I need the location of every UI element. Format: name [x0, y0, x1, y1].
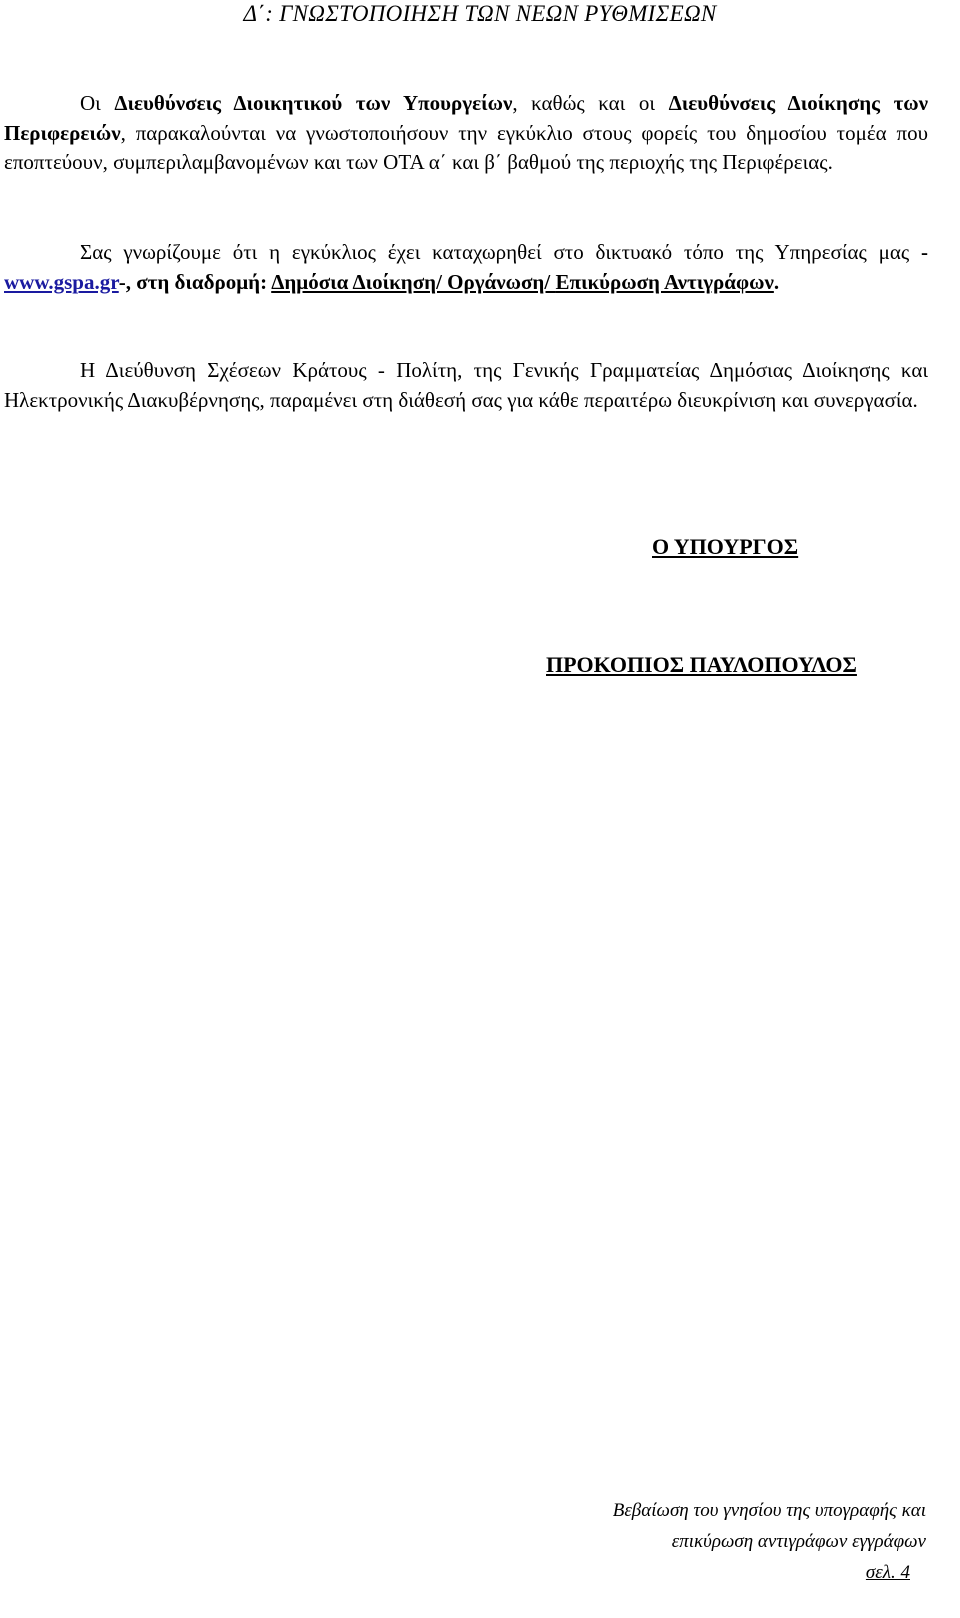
signature-name: ΠΡΟΚΟΠΙΟΣ ΠΑΥΛΟΠΟΥΛΟΣ	[546, 652, 857, 677]
p2-path-part-1: Δημόσια Διοίκηση/ Οργάνωση/	[271, 269, 556, 294]
footer-line-1: Βεβαίωση του γνησίου της υπογραφής και	[612, 1500, 926, 1521]
p2-dash: -	[921, 240, 928, 264]
p2-path-part-2: Επικύρωση Αντιγράφων	[555, 269, 774, 294]
p2-end: .	[773, 269, 780, 294]
p3-text: Η Διεύθυνση Σχέσεων Κράτους - Πολίτη, της Γενικής Γραμματείας Δημόσιας Διοίκησης και Ηλεκτρονικής Διακυβέρνησης, παραμένει στη διάθεσή σας για κάθε περαιτέρω διευκρίνιση και συνεργασία.	[4, 358, 928, 412]
paragraph-contact	[4, 356, 928, 415]
p1-text-2: , καθώς και οι	[512, 91, 669, 115]
paragraph-notification	[4, 89, 928, 178]
p1-text-3: , παρακαλούνται να γνωστοποιήσουν την εγκύκλιο στους φορείς του δημοσίου τομέα που εποπτεύουν, συμπεριλαμβανομένων και των ΟΤΑ α΄ και β΄ βαθμού της περιοχής της Περιφέρειας.	[4, 120, 928, 174]
signature-title: Ο ΥΠΟΥΡΓΟΣ	[652, 534, 799, 559]
page-footer	[613, 1495, 926, 1588]
footer-line-2: επικύρωση αντιγράφων εγγράφων	[671, 1531, 926, 1552]
p2-path-intro: -, στη διαδρομή:	[118, 269, 272, 294]
p1-bold-regions: Διευθύνσεις Διοίκησης των Περιφερειών	[4, 91, 928, 145]
p1-bold-ministries: Διευθύνσεις Διοικητικού των Υπουργείων	[114, 91, 513, 115]
paragraph-website	[4, 238, 928, 297]
page-number: σελ. 4	[865, 1562, 910, 1583]
website-link[interactable]: www.gspa.gr	[4, 269, 119, 294]
p2-text-1: Σας γνωρίζουμε ότι η εγκύκλιος έχει καταχωρηθεί στο δικτυακό τόπο της Υπηρεσίας μας	[80, 240, 921, 264]
p1-text-1: Οι	[80, 91, 115, 115]
section-heading: Δ΄: ΓΝΩΣΤΟΠΟΙΗΣΗ ΤΩΝ ΝΕΩΝ ΡΥΘΜΙΣΕΩΝ	[243, 1, 717, 26]
